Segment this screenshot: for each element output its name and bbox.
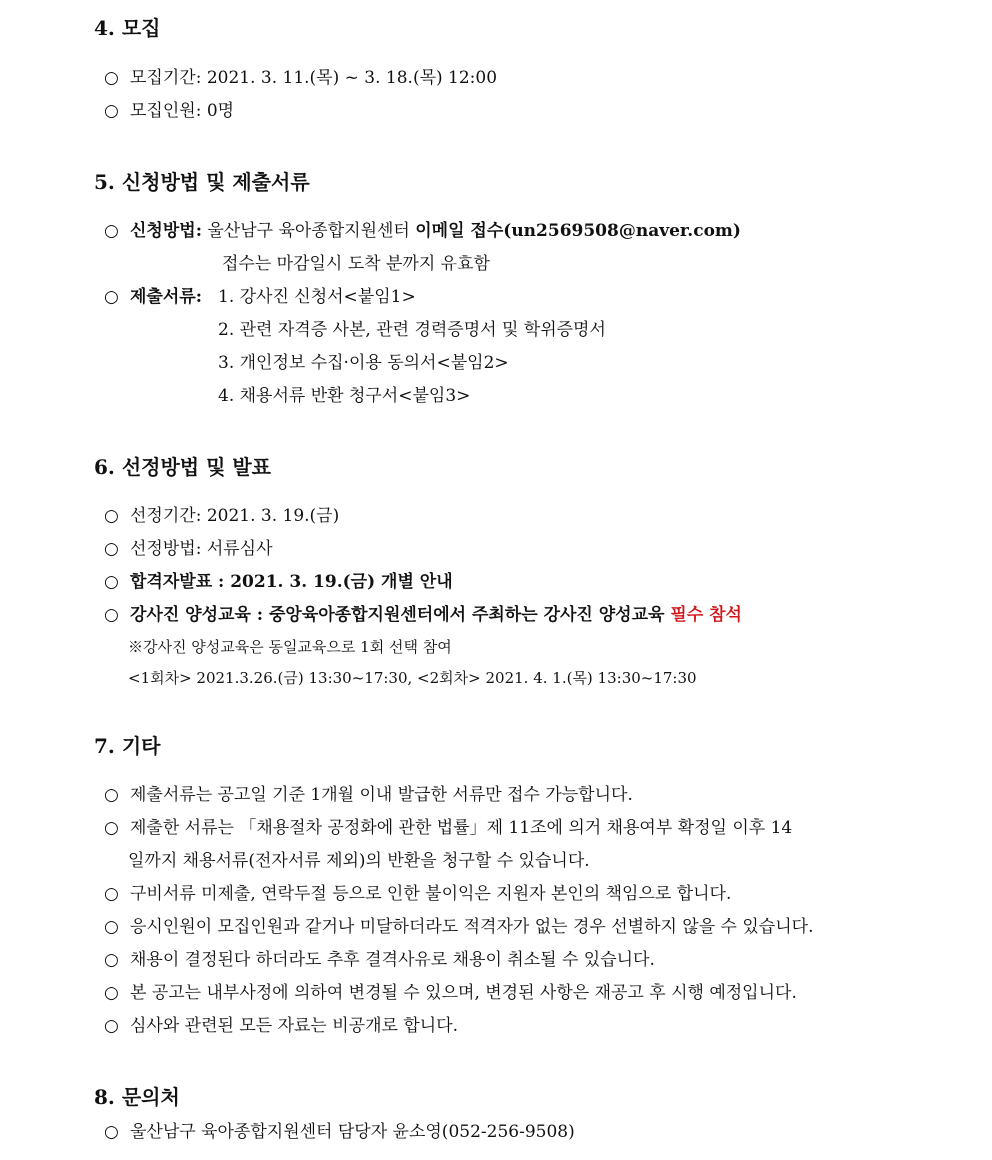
- select-method-text: 선정방법: 서류심사: [130, 539, 273, 559]
- recruit-period: [104, 67, 497, 89]
- apply-method-label: 신청방법:: [130, 221, 202, 241]
- apply-method-note: 접수는 마감일시 도착 분까지 유효함: [222, 254, 490, 274]
- recruit-period-text: 모집기간: 2021. 3. 11.(목) ~ 3. 18.(목) 12:00: [130, 68, 498, 88]
- misc-item-text: 본 공고는 내부사정에 의하여 변경될 수 있으며, 변경된 사항은 재공고 후 시행 예정입니다.: [130, 983, 797, 1003]
- bullet-icon: ○: [104, 572, 119, 592]
- misc-item-continuation: 일까지 채용서류(전자서류 제외)의 반환을 청구할 수 있습니다.: [128, 851, 590, 871]
- select-period: [104, 505, 339, 527]
- bullet-icon: ○: [104, 506, 119, 526]
- bullet-icon: ○: [104, 539, 119, 559]
- apply-method-text: 울산남구 육아종합지원센터: [201, 221, 416, 241]
- doc-item: 1. 강사진 신청서<붙임1>: [218, 287, 416, 307]
- bullet-icon: ○: [104, 1122, 119, 1142]
- select-period-text: 선정기간: 2021. 3. 19.(금): [130, 506, 340, 526]
- bullet-icon: ○: [104, 68, 119, 88]
- misc-item: [104, 817, 792, 839]
- bullet-icon: ○: [104, 950, 119, 970]
- doc-item: 2. 관련 자격증 사본, 관련 경력증명서 및 학위증명서: [218, 320, 606, 340]
- bullet-icon: ○: [104, 983, 119, 1003]
- contact-text: 울산남구 육아종합지원센터 담당자 윤소영(052-256-9508): [130, 1122, 575, 1142]
- apply-method-email: 이메일 접수(un2569508@naver.com): [415, 221, 741, 241]
- misc-item: [104, 982, 797, 1004]
- recruit-count: [104, 100, 234, 122]
- training: [104, 604, 742, 626]
- misc-item-text: 제출한 서류는 「채용절차 공정화에 관한 법률」제 11조에 의거 채용여부 확정일 이후 14: [130, 818, 793, 838]
- bullet-icon: ○: [104, 221, 119, 241]
- bullet-icon: ○: [104, 917, 119, 937]
- announce: [104, 571, 453, 593]
- doc-item: 3. 개인정보 수집·이용 동의서<붙임2>: [218, 353, 509, 373]
- apply-method: [104, 220, 741, 242]
- misc-item: [104, 949, 655, 971]
- announce-text: 합격자발표 : 2021. 3. 19.(금) 개별 안내: [130, 572, 453, 592]
- training-text: 강사진 양성교육 : 중앙육아종합지원센터에서 주최하는 강사진 양성교육: [130, 605, 671, 625]
- misc-item-text: 채용이 결정된다 하더라도 추후 결격사유로 채용이 취소될 수 있습니다.: [130, 950, 655, 970]
- bullet-icon: ○: [104, 785, 119, 805]
- misc-item-text: 응시인원이 모집인원과 같거나 미달하더라도 적격자가 없는 경우 선별하지 않을 수 있습니다.: [130, 917, 814, 937]
- misc-item: [104, 1015, 458, 1037]
- submit-docs-label: 제출서류:: [130, 287, 202, 307]
- doc-item: 4. 채용서류 반환 청구서<붙임3>: [218, 386, 471, 406]
- training-schedule: <1회차> 2021.3.26.(금) 13:30~17:30, <2회차> 2021. 4. 1.(목) 13:30~17:30: [128, 669, 697, 687]
- bullet-icon: ○: [104, 884, 119, 904]
- misc-item: [104, 883, 731, 905]
- training-note: ※강사진 양성교육은 동일교육으로 1회 선택 참여: [128, 638, 452, 656]
- select-method: [104, 538, 273, 560]
- section-5-title: 5. 신청방법 및 제출서류: [94, 170, 310, 194]
- misc-item-text: 제출서류는 공고일 기준 1개월 이내 발급한 서류만 접수 가능합니다.: [130, 785, 633, 805]
- misc-item-text: 심사와 관련된 모든 자료는 비공개로 합니다.: [130, 1016, 459, 1036]
- contact: [104, 1121, 575, 1143]
- bullet-icon: ○: [104, 101, 119, 121]
- section-8-title: 8. 문의처: [94, 1085, 180, 1109]
- bullet-icon: ○: [104, 605, 119, 625]
- section-4-title: 4. 모집: [94, 16, 161, 40]
- bullet-icon: ○: [104, 287, 119, 307]
- section-6-title: 6. 선정방법 및 발표: [94, 455, 272, 479]
- bullet-icon: ○: [104, 1016, 119, 1036]
- training-required: 필수 참석: [670, 605, 742, 625]
- submit-docs: [104, 286, 202, 308]
- misc-item-text: 구비서류 미제출, 연락두절 등으로 인한 불이익은 지원자 본인의 책임으로 합니다.: [130, 884, 732, 904]
- misc-item: [104, 916, 813, 938]
- bullet-icon: ○: [104, 818, 119, 838]
- section-7-title: 7. 기타: [94, 734, 161, 758]
- recruit-count-text: 모집인원: 0명: [130, 101, 235, 121]
- misc-item: [104, 784, 633, 806]
